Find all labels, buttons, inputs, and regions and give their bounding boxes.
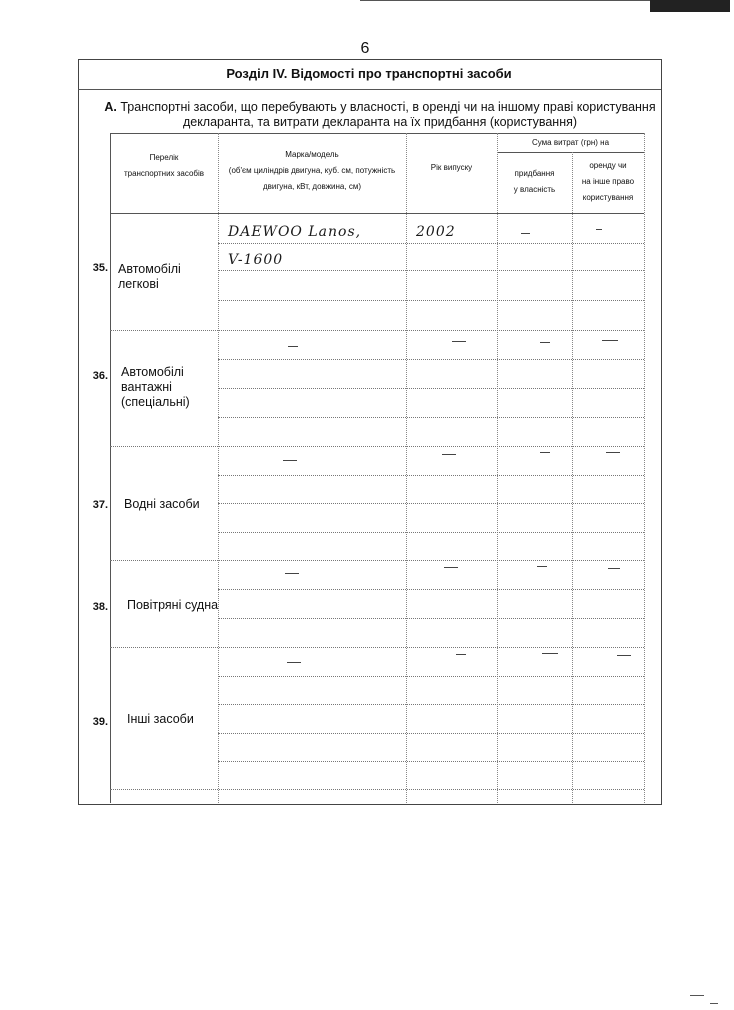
empty-dash <box>521 233 530 234</box>
header-purchase: придбання у власність <box>513 169 556 194</box>
table-top-border <box>110 133 644 134</box>
vehicle-engine-handwritten: V-1600 <box>228 252 284 268</box>
row-line <box>218 503 644 504</box>
header-rent: оренду чи на інше право користування <box>581 161 635 202</box>
empty-dash <box>442 454 456 455</box>
row-number-39: 39. <box>92 716 108 728</box>
subsection-letter: А. <box>104 100 117 114</box>
subsection-title-line1: Транспортні засоби, що перебувають у власності, в оренді чи на іншому праві користування <box>120 100 656 114</box>
empty-dash <box>606 452 620 453</box>
empty-dash <box>602 340 618 341</box>
scan-speck <box>710 1003 718 1004</box>
header-expenses: Сума витрат (грн) на <box>531 138 610 147</box>
row-line <box>218 761 644 762</box>
row-line <box>218 475 644 476</box>
row-label-water-vehicles: Водні засоби <box>124 497 200 511</box>
empty-dash <box>283 460 297 461</box>
row-number-35: 35. <box>92 262 108 274</box>
row-line <box>218 359 644 360</box>
row-line <box>218 618 644 619</box>
vehicle-year-handwritten: 2002 <box>416 224 456 240</box>
row-line <box>218 388 644 389</box>
row-number-36: 36. <box>92 370 108 382</box>
row-label-other-vehicles: Інші засоби <box>127 712 194 726</box>
row-label-passenger-cars: Автомобілі легкові <box>118 262 181 291</box>
row-line <box>218 589 644 590</box>
empty-dash <box>288 346 298 347</box>
column-divider-2 <box>406 133 407 803</box>
column-divider-4 <box>572 152 573 803</box>
vehicle-model-handwritten: DAEWOO Lanos, <box>228 224 362 240</box>
row-number-37: 37. <box>92 499 108 511</box>
empty-dash <box>287 662 301 663</box>
empty-dash <box>608 568 620 569</box>
header-category: Перелік транспортних засобів <box>123 153 205 178</box>
column-divider-3 <box>497 133 498 803</box>
group-separator-39 <box>110 647 644 648</box>
row-number-38: 38. <box>92 601 108 613</box>
row-line <box>218 704 644 705</box>
table-left-border <box>110 133 111 803</box>
row-line <box>218 417 644 418</box>
column-divider-1 <box>218 133 219 803</box>
row-line <box>218 532 644 533</box>
row-label-aircraft: Повітряні судна <box>127 598 219 612</box>
empty-dash <box>540 342 550 343</box>
row-line <box>218 733 644 734</box>
empty-dash <box>596 229 602 230</box>
empty-dash <box>540 452 550 453</box>
table-header-bottom-border <box>110 213 644 214</box>
page-number: 6 <box>360 40 370 57</box>
empty-dash <box>456 654 466 655</box>
empty-dash <box>285 573 299 574</box>
row-line <box>218 270 644 271</box>
scan-speck <box>690 995 704 996</box>
group-separator-36 <box>110 330 644 331</box>
section-title: Розділ IV. Відомості про транспортні засоби <box>226 66 512 81</box>
row-line <box>218 300 644 301</box>
group-separator-38 <box>110 560 644 561</box>
empty-dash <box>542 653 558 654</box>
table-right-border <box>644 133 645 803</box>
header-model: Марка/модель (об'єм циліндрів двигуна, куб. см, потужність двигуна, кВт, довжина, см) <box>228 150 396 191</box>
empty-dash <box>617 655 631 656</box>
subsection-title-line2: декларанта, та витрати декларанта на їх придбання (користування) <box>182 115 578 129</box>
row-line <box>218 676 644 677</box>
expenses-subheader-line <box>497 152 644 153</box>
empty-dash <box>444 567 458 568</box>
empty-dash <box>537 566 547 567</box>
header-year: Рік випуску <box>430 163 473 172</box>
row-line <box>218 243 644 244</box>
empty-dash <box>452 341 466 342</box>
group-separator-37 <box>110 446 644 447</box>
row-label-trucks: Автомобілі вантажні (спеціальні) <box>121 365 190 409</box>
table-bottom-border <box>110 789 644 790</box>
